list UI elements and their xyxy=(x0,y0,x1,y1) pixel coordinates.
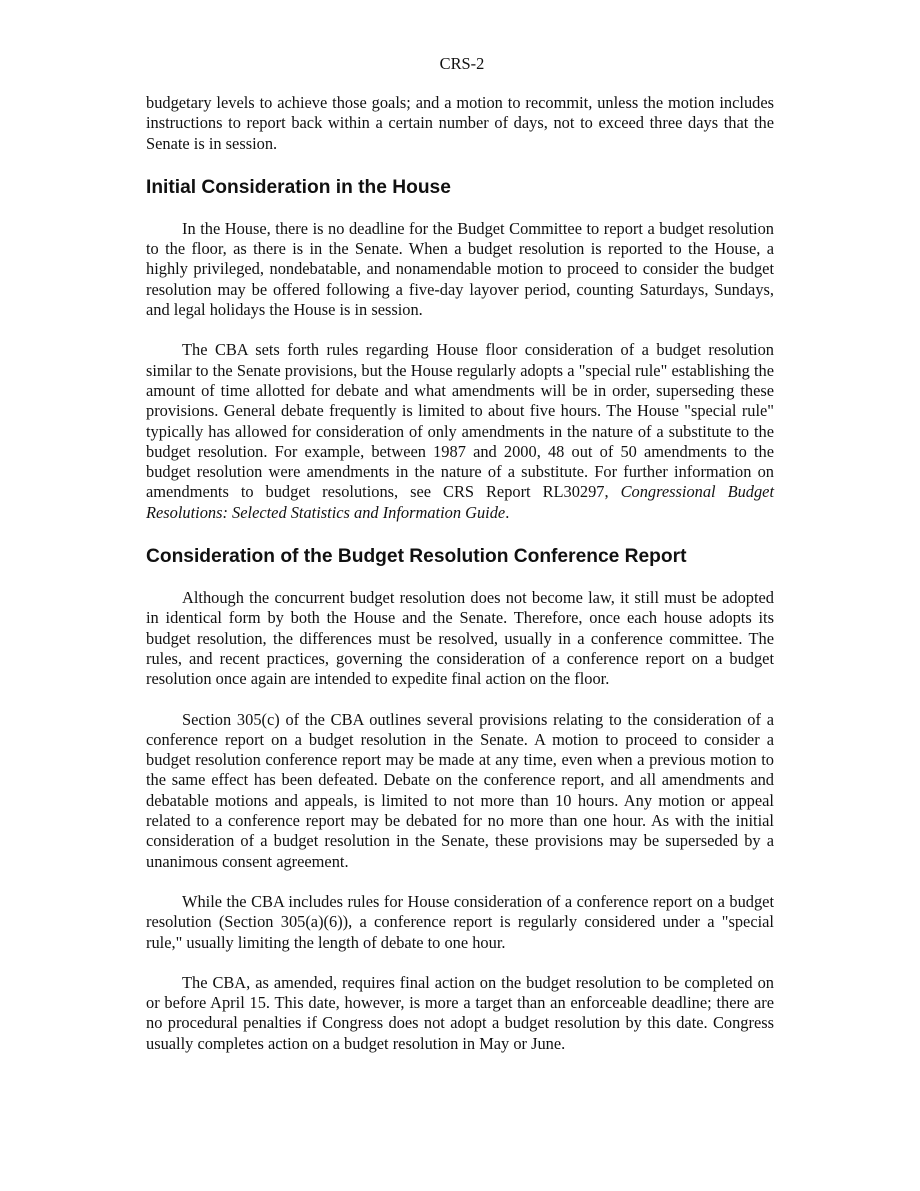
body-paragraph: Section 305(c) of the CBA outlines several provisions relating to the consideration of a conference report on a budget resolution in the Senate. A motion to proceed to consider a budget resolution conference report may be made at any time, even when a previous motion to the same effect has been defeated. Debate on the conference report, and all amendments and debatable motions and appeals, is limited to not more than 10 hours. Any motion or appeal related to a conference report may be debated for no more than one hour. As with the initial consideration of a budget resolution in the Senate, these provisions may be superseded by a unanimous consent agreement. xyxy=(146,709,774,871)
section-heading-initial-consideration: Initial Consideration in the House xyxy=(146,176,451,198)
body-paragraph-with-citation xyxy=(146,340,774,523)
continuation-paragraph: budgetary levels to achieve those goals; and a motion to recommit, unless the motion includes instructions to report back within a certain number of days, not to exceed three days that the Senate is in session. xyxy=(146,93,774,153)
body-paragraph: In the House, there is no deadline for the Budget Committee to report a budget resolution to the floor, as there is in the Senate. When a budget resolution is reported to the House, a highly privileged, nondebatable, and nonamendable motion to proceed to consider the budget resolution may be offered following a five-day layover period, counting Saturdays, Sundays, and legal holidays the House is in session. xyxy=(146,218,774,320)
body-paragraph: The CBA, as amended, requires final action on the budget resolution to be completed on or before April 15. This date, however, is more a target than an enforceable deadline; there are no procedural penalties if Congress does not adopt a budget resolution by this date. Congress usually completes action on a budget resolution in May or June. xyxy=(146,972,774,1053)
page-number-header: CRS-2 xyxy=(439,54,485,73)
paragraph-tail: . xyxy=(505,502,510,522)
body-paragraph: While the CBA includes rules for House consideration of a conference report on a budget resolution (Section 305(a)(6)), a conference report is regularly considered under a "special rule," usually limiting the length of debate to one hour. xyxy=(146,891,774,952)
body-paragraph: Although the concurrent budget resolution does not become law, it still must be adopted in identical form by both the House and the Senate. Therefore, once each house adopts its budget resolution, the differences must be resolved, usually in a conference committee. The rules, and recent practices, governing the consideration of a conference report on a budget resolution once again are intended to expedite final action on the floor. xyxy=(146,588,774,689)
paragraph-text: The CBA sets forth rules regarding House floor consideration of a budget resolution similar to the Senate provisions, but the House regularly adopts a "special rule" establishing the amount of time allotted for debate and what amendments will be in order, superseding these provisions. General debate frequently is limited to about five hours. The House "special rule" typically has allowed for consideration of only amendments in the nature of a substitute to the budget resolution. For example, between 1987 and 2000, 48 out of 50 amendments to the budget resolution were amendments in the nature of a substitute. For further information on amendments to budget resolutions, see CRS Report RL30297, xyxy=(146,340,774,502)
section-heading-conference-report: Consideration of the Budget Resolution Conference Report xyxy=(146,546,687,568)
document-page xyxy=(146,54,774,1054)
report-title-citation: Congressional Budget Resolutions: Selected Statistics and Information Guide xyxy=(146,482,774,522)
